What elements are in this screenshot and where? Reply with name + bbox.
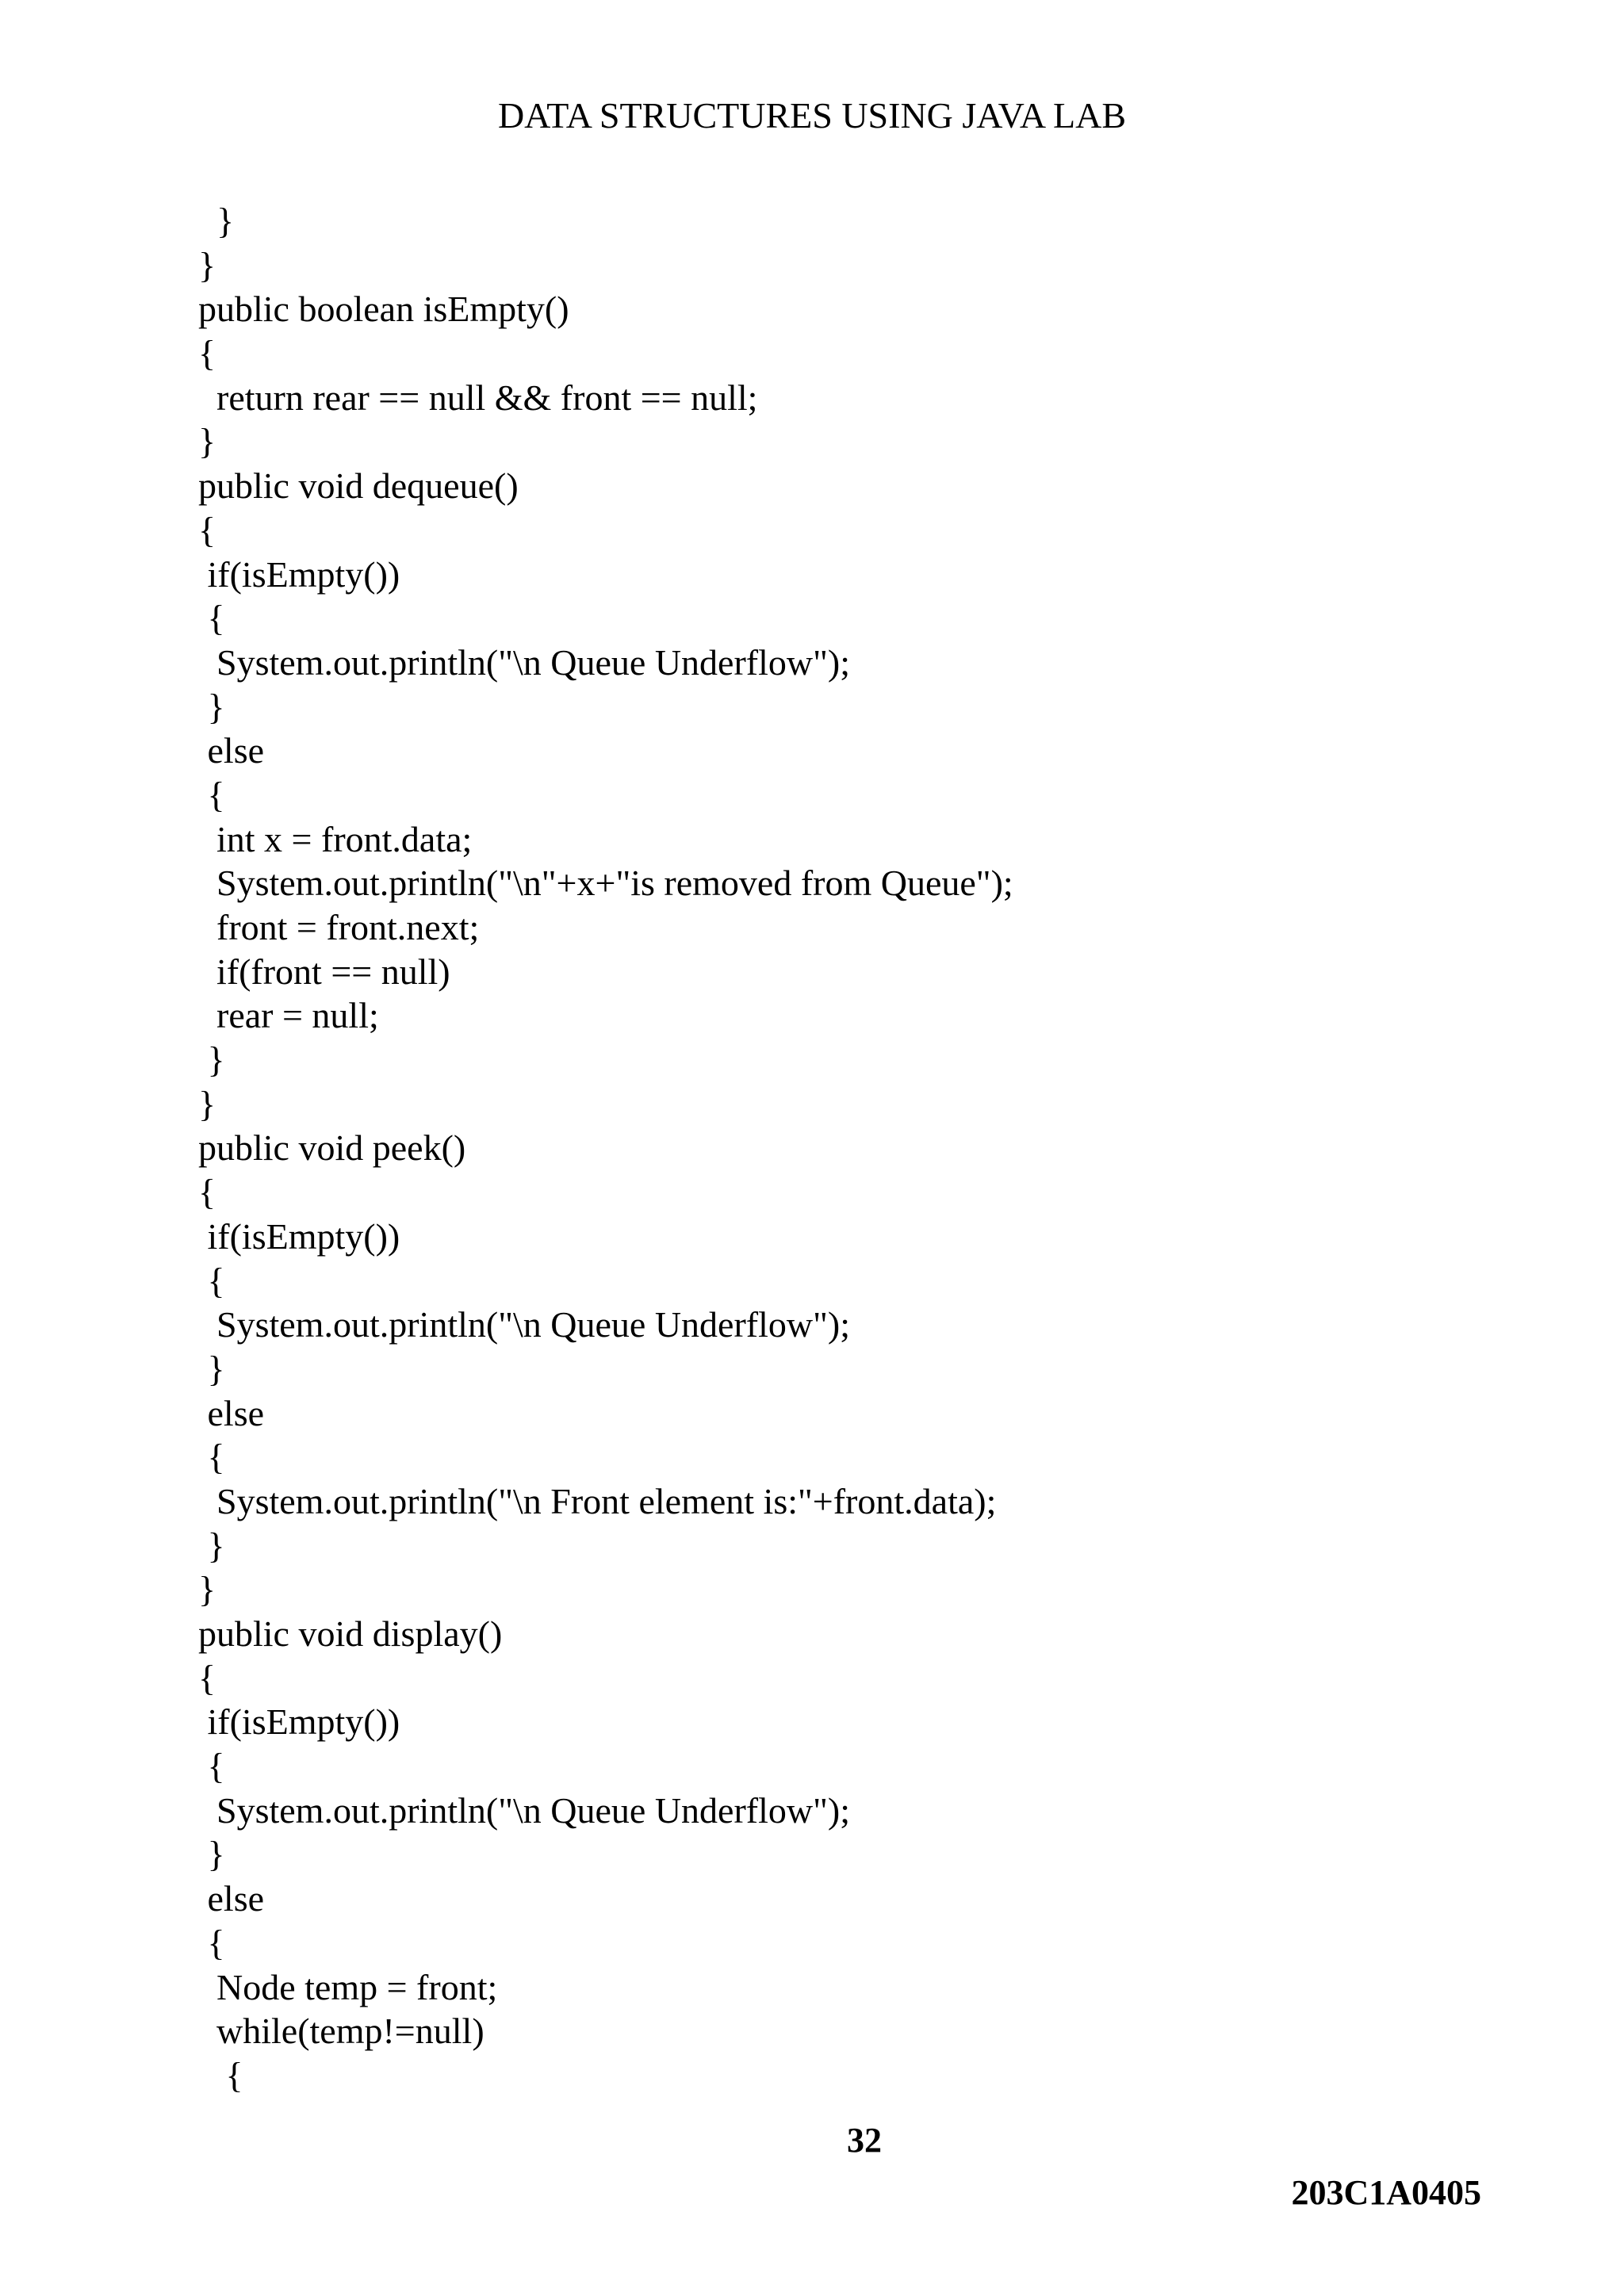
code-line: }: [198, 1525, 225, 1566]
code-line: return rear == null && front == null;: [198, 377, 758, 418]
code-line: System.out.println("\n Queue Underflow");: [198, 641, 850, 683]
page-number: 32: [847, 2121, 882, 2160]
code-line: }: [198, 1083, 216, 1124]
code-line: System.out.println("\n"+x+"is removed from Queue");: [198, 863, 1013, 904]
code-line: else: [198, 1878, 265, 1919]
code-line: {: [198, 1260, 225, 1301]
code-line: {: [198, 598, 225, 639]
code-line: {: [198, 2054, 243, 2095]
code-line: }: [198, 244, 216, 285]
code-line: {: [198, 1922, 225, 1963]
code-line: }: [198, 1569, 216, 1610]
code-line: public void peek(): [198, 1127, 466, 1169]
code-line: }: [198, 1834, 225, 1875]
code-line: if(front == null): [198, 951, 450, 992]
code-line: front = front.next;: [198, 907, 480, 947]
code-line: }: [198, 421, 216, 462]
code-listing: [198, 199, 1546, 2098]
code-line: System.out.println("\n Queue Underflow");: [198, 1304, 850, 1345]
code-line: int x = front.data;: [198, 818, 473, 859]
code-line: if(isEmpty()): [198, 1701, 400, 1743]
code-line: {: [198, 774, 225, 815]
code-line: public void display(): [198, 1613, 503, 1654]
code-line: {: [198, 1437, 225, 1478]
code-line: else: [198, 1392, 265, 1433]
code-line: if(isEmpty()): [198, 1215, 400, 1257]
code-line: {: [198, 1172, 216, 1213]
code-line: System.out.println("\n Queue Underflow");: [198, 1789, 850, 1831]
code-line: }: [198, 1348, 225, 1389]
code-line: {: [198, 509, 216, 550]
code-line: Node temp = front;: [198, 1966, 498, 2007]
code-line: System.out.println("\n Front element is:"+front.data);: [198, 1480, 997, 1521]
code-line: else: [198, 730, 265, 771]
code-line: {: [198, 1657, 216, 1698]
page-header-title: DATA STRUCTURES USING JAVA LAB: [497, 95, 1127, 136]
code-line: while(temp!=null): [198, 2011, 485, 2052]
code-line: {: [198, 1746, 225, 1787]
code-line: }: [198, 201, 235, 241]
code-line: public void dequeue(): [198, 465, 519, 507]
roll-number: 203C1A0405: [1291, 2173, 1481, 2212]
code-line: {: [198, 333, 216, 374]
code-line: rear = null;: [198, 995, 379, 1036]
code-line: if(isEmpty()): [198, 553, 400, 595]
code-line: }: [198, 686, 225, 727]
code-line: }: [198, 1039, 225, 1081]
code-line: public boolean isEmpty(): [198, 289, 569, 330]
